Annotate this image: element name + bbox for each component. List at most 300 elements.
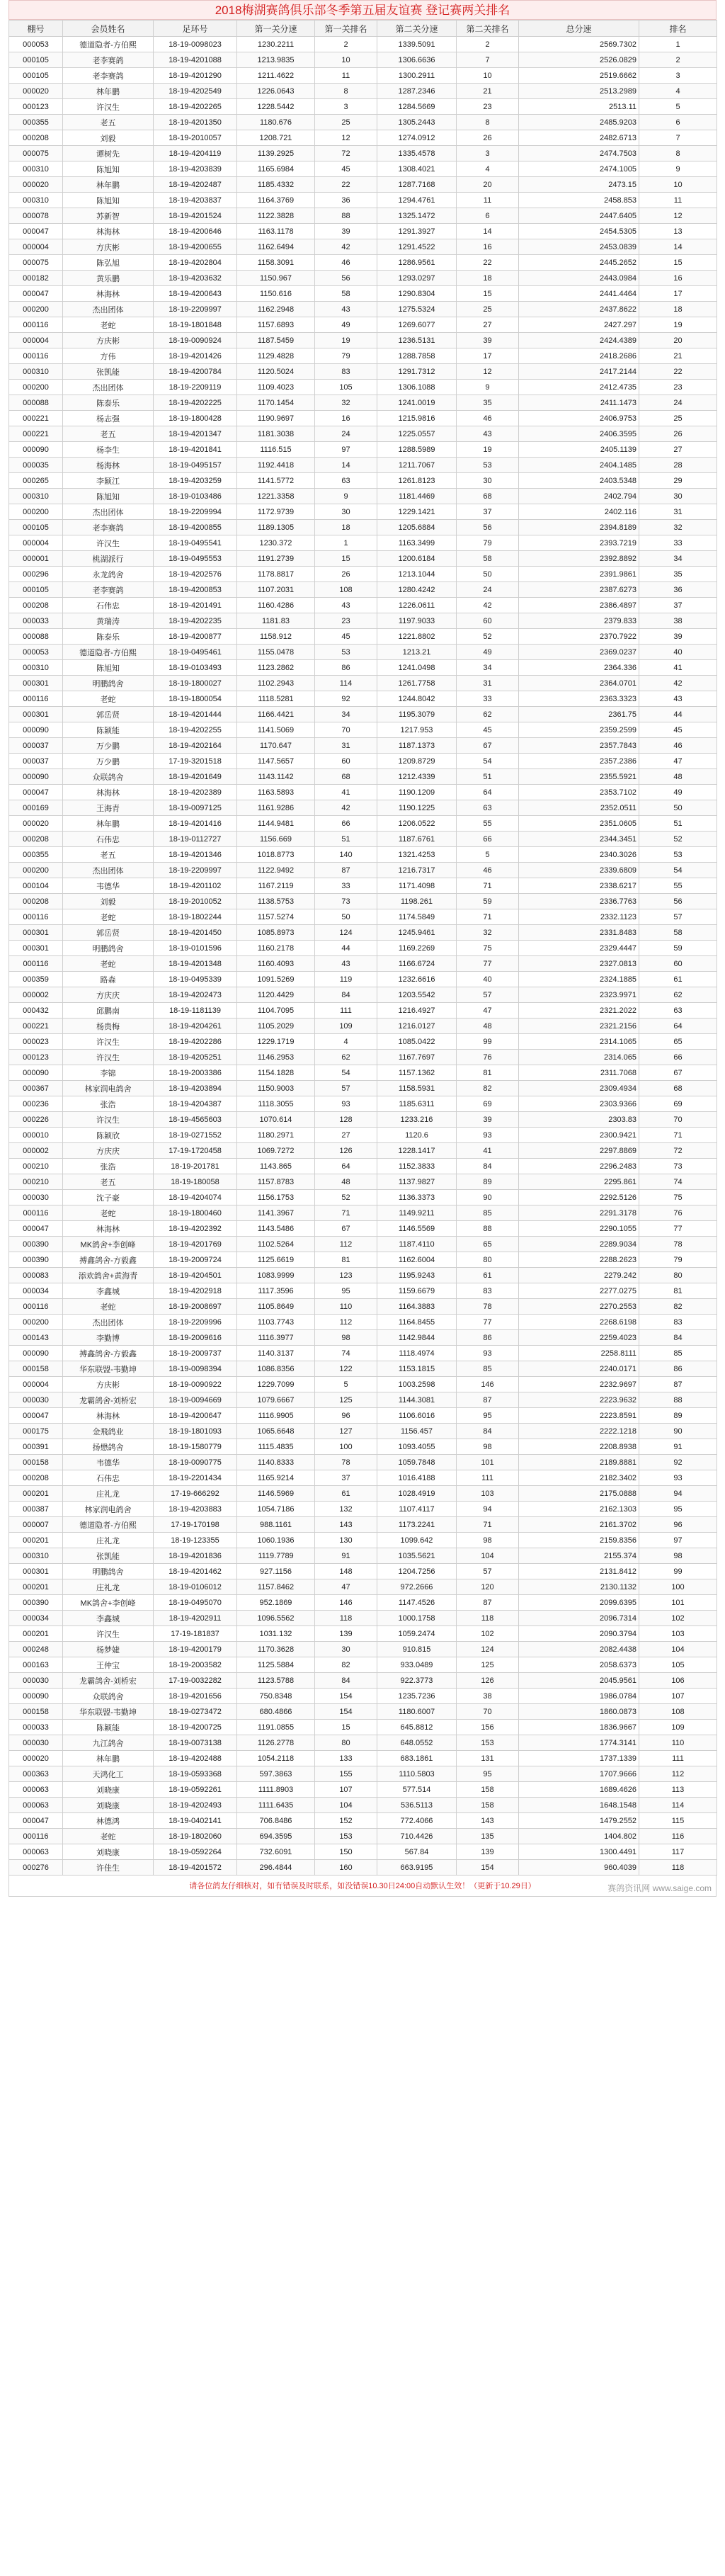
cell-stage1-rank: 67 bbox=[315, 1221, 377, 1237]
cell-total-speed: 2353.7102 bbox=[519, 785, 639, 800]
cell-total-speed: 1300.4491 bbox=[519, 1844, 639, 1860]
cell-stage2-rank: 50 bbox=[457, 567, 519, 582]
cell-total-speed: 2482.6713 bbox=[519, 130, 639, 146]
cell-loft-no: 000310 bbox=[9, 161, 63, 177]
table-row bbox=[9, 224, 717, 239]
cell-stage2-speed: 1306.1088 bbox=[377, 380, 457, 395]
cell-rank: 11 bbox=[639, 193, 717, 208]
cell-stage1-speed: 1156.669 bbox=[237, 832, 315, 847]
table-row bbox=[9, 1112, 717, 1128]
cell-stage1-rank: 132 bbox=[315, 1502, 377, 1517]
cell-stage1-speed: 1147.5657 bbox=[237, 754, 315, 769]
cell-loft-no: 000390 bbox=[9, 1237, 63, 1252]
cell-stage1-speed: 1154.1828 bbox=[237, 1065, 315, 1081]
cell-stage2-speed: 1291.7312 bbox=[377, 364, 457, 380]
table-row bbox=[9, 1642, 717, 1657]
cell-ring-no: 18-19-0090924 bbox=[154, 333, 237, 348]
cell-member-name: 谭树先 bbox=[63, 146, 154, 161]
cell-ring-no: 18-19-1801848 bbox=[154, 317, 237, 333]
footer-bar bbox=[8, 1876, 717, 1897]
cell-stage1-speed: 1031.132 bbox=[237, 1626, 315, 1642]
cell-ring-no: 18-19-2209997 bbox=[154, 863, 237, 878]
cell-ring-no: 18-19-4202804 bbox=[154, 255, 237, 271]
cell-loft-no: 000208 bbox=[9, 130, 63, 146]
cell-stage2-rank: 77 bbox=[457, 956, 519, 972]
cell-stage1-speed: 1165.9214 bbox=[237, 1470, 315, 1486]
cell-loft-no: 000355 bbox=[9, 115, 63, 130]
cell-stage1-speed: 1157.8783 bbox=[237, 1174, 315, 1190]
table-row bbox=[9, 1096, 717, 1112]
cell-stage2-rank: 93 bbox=[457, 1128, 519, 1143]
cell-rank: 69 bbox=[639, 1096, 717, 1112]
cell-total-speed: 2412.4735 bbox=[519, 380, 639, 395]
cell-total-speed: 2458.853 bbox=[519, 193, 639, 208]
cell-stage2-speed: 1245.9461 bbox=[377, 925, 457, 941]
cell-stage1-speed: 1116.3977 bbox=[237, 1330, 315, 1346]
cell-stage1-rank: 140 bbox=[315, 847, 377, 863]
cell-loft-no: 000310 bbox=[9, 489, 63, 504]
cell-total-speed: 1774.3141 bbox=[519, 1735, 639, 1751]
cell-stage1-speed: 1213.9835 bbox=[237, 52, 315, 68]
cell-stage2-rank: 83 bbox=[457, 1283, 519, 1299]
cell-loft-no: 000359 bbox=[9, 972, 63, 987]
cell-stage1-speed: 750.8348 bbox=[237, 1689, 315, 1704]
cell-member-name: 林德鸿 bbox=[63, 1813, 154, 1829]
cell-member-name: 龙霸鸽舍-刘桥宏 bbox=[63, 1392, 154, 1408]
cell-member-name: 庄礼龙 bbox=[63, 1533, 154, 1548]
cell-stage1-speed: 1122.3828 bbox=[237, 208, 315, 224]
cell-ring-no: 18-19-4201841 bbox=[154, 442, 237, 458]
cell-member-name: 德道隐者-方伯熙 bbox=[63, 1517, 154, 1533]
table-row bbox=[9, 1315, 717, 1330]
table-row bbox=[9, 1579, 717, 1595]
cell-stage2-speed: 1217.953 bbox=[377, 722, 457, 738]
cell-total-speed: 2288.2623 bbox=[519, 1252, 639, 1268]
cell-stage2-speed: 1300.2911 bbox=[377, 68, 457, 84]
cell-member-name: 众联鸽舍 bbox=[63, 769, 154, 785]
cell-loft-no: 000047 bbox=[9, 286, 63, 302]
cell-rank: 82 bbox=[639, 1299, 717, 1315]
cell-stage1-speed: 1140.8333 bbox=[237, 1455, 315, 1470]
cell-loft-no: 000047 bbox=[9, 785, 63, 800]
cell-member-name: 龙霸鸽舍-刘桥宏 bbox=[63, 1673, 154, 1689]
cell-loft-no: 000034 bbox=[9, 1283, 63, 1299]
cell-ring-no: 18-19-4202576 bbox=[154, 567, 237, 582]
cell-ring-no: 18-19-0090775 bbox=[154, 1455, 237, 1470]
cell-loft-no: 000047 bbox=[9, 224, 63, 239]
cell-stage1-rank: 43 bbox=[315, 598, 377, 613]
cell-stage2-rank: 40 bbox=[457, 972, 519, 987]
cell-member-name: 方庆彬 bbox=[63, 1377, 154, 1392]
cell-stage2-speed: 1137.9827 bbox=[377, 1174, 457, 1190]
cell-rank: 86 bbox=[639, 1361, 717, 1377]
cell-loft-no: 000390 bbox=[9, 1595, 63, 1611]
cell-rank: 38 bbox=[639, 613, 717, 629]
cell-stage1-speed: 1146.2953 bbox=[237, 1050, 315, 1065]
cell-ring-no: 18-19-2008697 bbox=[154, 1299, 237, 1315]
cell-stage2-speed: 1241.0498 bbox=[377, 660, 457, 676]
cell-stage2-rank: 65 bbox=[457, 1237, 519, 1252]
cell-stage2-rank: 67 bbox=[457, 738, 519, 754]
cell-loft-no: 000432 bbox=[9, 1003, 63, 1019]
table-row bbox=[9, 1330, 717, 1346]
cell-member-name: 李鑫城 bbox=[63, 1611, 154, 1626]
cell-loft-no: 000310 bbox=[9, 1548, 63, 1564]
cell-loft-no: 000047 bbox=[9, 1813, 63, 1829]
cell-rank: 91 bbox=[639, 1439, 717, 1455]
cell-loft-no: 000175 bbox=[9, 1424, 63, 1439]
cell-rank: 39 bbox=[639, 629, 717, 645]
cell-stage2-speed: 1093.4055 bbox=[377, 1439, 457, 1455]
cell-stage2-speed: 1142.9844 bbox=[377, 1330, 457, 1346]
cell-rank: 24 bbox=[639, 395, 717, 411]
cell-member-name: 杨李生 bbox=[63, 442, 154, 458]
table-row bbox=[9, 676, 717, 691]
cell-ring-no: 17-19-181837 bbox=[154, 1626, 237, 1642]
table-row bbox=[9, 722, 717, 738]
cell-member-name: 陈旭知 bbox=[63, 193, 154, 208]
cell-stage1-speed: 1120.4429 bbox=[237, 987, 315, 1003]
cell-ring-no: 18-19-4200877 bbox=[154, 629, 237, 645]
cell-total-speed: 2392.8892 bbox=[519, 551, 639, 567]
cell-member-name: 许佳生 bbox=[63, 1860, 154, 1876]
cell-rank: 43 bbox=[639, 691, 717, 707]
cell-total-speed: 2290.1055 bbox=[519, 1221, 639, 1237]
cell-ring-no: 18-19-4202286 bbox=[154, 1034, 237, 1050]
cell-member-name: 杨志强 bbox=[63, 411, 154, 426]
cell-rank: 74 bbox=[639, 1174, 717, 1190]
cell-stage1-speed: 1163.5893 bbox=[237, 785, 315, 800]
table-row bbox=[9, 1595, 717, 1611]
cell-stage2-rank: 156 bbox=[457, 1720, 519, 1735]
table-row bbox=[9, 1657, 717, 1673]
cell-stage1-speed: 1172.9739 bbox=[237, 504, 315, 520]
cell-total-speed: 2424.4389 bbox=[519, 333, 639, 348]
cell-stage1-rank: 8 bbox=[315, 84, 377, 99]
cell-total-speed: 960.4039 bbox=[519, 1860, 639, 1876]
cell-total-speed: 2379.833 bbox=[519, 613, 639, 629]
cell-ring-no: 18-19-4201572 bbox=[154, 1860, 237, 1876]
cell-stage1-speed: 1141.3967 bbox=[237, 1205, 315, 1221]
cell-ring-no: 18-19-0094669 bbox=[154, 1392, 237, 1408]
cell-rank: 57 bbox=[639, 909, 717, 925]
cell-loft-no: 000296 bbox=[9, 567, 63, 582]
cell-ring-no: 18-19-4202164 bbox=[154, 738, 237, 754]
cell-total-speed: 2297.8869 bbox=[519, 1143, 639, 1159]
cell-loft-no: 000088 bbox=[9, 395, 63, 411]
cell-loft-no: 000047 bbox=[9, 1408, 63, 1424]
cell-loft-no: 000210 bbox=[9, 1174, 63, 1190]
table-row bbox=[9, 37, 717, 52]
cell-stage2-rank: 56 bbox=[457, 520, 519, 535]
cell-stage1-rank: 96 bbox=[315, 1408, 377, 1424]
table-row bbox=[9, 1081, 717, 1096]
cell-loft-no: 000158 bbox=[9, 1455, 63, 1470]
cell-stage2-rank: 71 bbox=[457, 1517, 519, 1533]
cell-total-speed: 1836.9667 bbox=[519, 1720, 639, 1735]
cell-total-speed: 2096.7314 bbox=[519, 1611, 639, 1626]
cell-stage1-rank: 37 bbox=[315, 1470, 377, 1486]
page-title: 2018梅湖赛鸽俱乐部冬季第五届友谊赛 登记赛两关排名 bbox=[8, 0, 717, 20]
cell-member-name: 路森 bbox=[63, 972, 154, 987]
cell-stage2-rank: 89 bbox=[457, 1174, 519, 1190]
cell-stage1-rank: 148 bbox=[315, 1564, 377, 1579]
cell-total-speed: 1648.1548 bbox=[519, 1798, 639, 1813]
cell-total-speed: 2386.4897 bbox=[519, 598, 639, 613]
cell-stage2-speed: 1203.5542 bbox=[377, 987, 457, 1003]
cell-loft-no: 000355 bbox=[9, 847, 63, 863]
table-row bbox=[9, 598, 717, 613]
table-row bbox=[9, 769, 717, 785]
cell-stage1-rank: 14 bbox=[315, 458, 377, 473]
table-row bbox=[9, 380, 717, 395]
cell-rank: 16 bbox=[639, 271, 717, 286]
cell-rank: 22 bbox=[639, 364, 717, 380]
cell-ring-no: 18-19-0495157 bbox=[154, 458, 237, 473]
cell-stage1-rank: 92 bbox=[315, 691, 377, 707]
table-row bbox=[9, 1455, 717, 1470]
cell-stage2-rank: 120 bbox=[457, 1579, 519, 1595]
cell-stage2-speed: 1197.9033 bbox=[377, 613, 457, 629]
table-row bbox=[9, 1860, 717, 1876]
cell-stage2-rank: 80 bbox=[457, 1252, 519, 1268]
cell-member-name: 苏新智 bbox=[63, 208, 154, 224]
cell-ring-no: 18-19-0592261 bbox=[154, 1782, 237, 1798]
cell-member-name: 李鑫城 bbox=[63, 1283, 154, 1299]
cell-ring-no: 18-19-4203839 bbox=[154, 161, 237, 177]
cell-loft-no: 000200 bbox=[9, 380, 63, 395]
cell-ring-no: 18-19-4201290 bbox=[154, 68, 237, 84]
cell-rank: 96 bbox=[639, 1517, 717, 1533]
cell-member-name: 林海林 bbox=[63, 1221, 154, 1237]
cell-stage1-speed: 1116.9905 bbox=[237, 1408, 315, 1424]
cell-stage2-speed: 1120.6 bbox=[377, 1128, 457, 1143]
cell-stage1-speed: 296.4844 bbox=[237, 1860, 315, 1876]
cell-stage1-speed: 1129.4828 bbox=[237, 348, 315, 364]
cell-loft-no: 000123 bbox=[9, 1050, 63, 1065]
cell-rank: 33 bbox=[639, 535, 717, 551]
cell-ring-no: 18-19-4200646 bbox=[154, 224, 237, 239]
cell-rank: 112 bbox=[639, 1766, 717, 1782]
cell-member-name: 万少鹏 bbox=[63, 754, 154, 769]
cell-ring-no: 18-19-4202493 bbox=[154, 1798, 237, 1813]
cell-loft-no: 000104 bbox=[9, 878, 63, 894]
table-row bbox=[9, 1408, 717, 1424]
cell-stage1-rank: 118 bbox=[315, 1611, 377, 1626]
cell-stage2-speed: 1235.7236 bbox=[377, 1689, 457, 1704]
cell-member-name: 张浩 bbox=[63, 1096, 154, 1112]
cell-stage2-rank: 25 bbox=[457, 302, 519, 317]
cell-stage1-speed: 1122.9492 bbox=[237, 863, 315, 878]
cell-stage2-speed: 1174.5849 bbox=[377, 909, 457, 925]
cell-stage1-speed: 1158.912 bbox=[237, 629, 315, 645]
cell-stage1-speed: 1221.3358 bbox=[237, 489, 315, 504]
table-row bbox=[9, 239, 717, 255]
header-stage2-rank: 第二关排名 bbox=[457, 21, 519, 37]
cell-stage2-speed: 933.0489 bbox=[377, 1657, 457, 1673]
cell-stage1-rank: 43 bbox=[315, 956, 377, 972]
table-row bbox=[9, 535, 717, 551]
cell-total-speed: 2314.1065 bbox=[519, 1034, 639, 1050]
cell-member-name: 黄乐鹏 bbox=[63, 271, 154, 286]
table-row bbox=[9, 271, 717, 286]
cell-stage2-rank: 2 bbox=[457, 37, 519, 52]
cell-member-name: 杨梦婕 bbox=[63, 1642, 154, 1657]
table-row bbox=[9, 567, 717, 582]
cell-stage1-rank: 34 bbox=[315, 707, 377, 722]
cell-stage2-speed: 683.1861 bbox=[377, 1751, 457, 1766]
cell-stage1-rank: 153 bbox=[315, 1829, 377, 1844]
cell-member-name: 陈颖能 bbox=[63, 722, 154, 738]
cell-rank: 84 bbox=[639, 1330, 717, 1346]
cell-stage1-speed: 1143.865 bbox=[237, 1159, 315, 1174]
cell-ring-no: 18-19-4204261 bbox=[154, 1019, 237, 1034]
cell-member-name: 石伟忠 bbox=[63, 1470, 154, 1486]
cell-member-name: 搏鑫鸽舍-方毅鑫 bbox=[63, 1252, 154, 1268]
cell-total-speed: 2296.2483 bbox=[519, 1159, 639, 1174]
cell-member-name: 永龙鸽舍 bbox=[63, 567, 154, 582]
cell-stage1-rank: 155 bbox=[315, 1766, 377, 1782]
cell-stage2-speed: 1187.6761 bbox=[377, 832, 457, 847]
table-row bbox=[9, 193, 717, 208]
cell-loft-no: 000158 bbox=[9, 1361, 63, 1377]
cell-member-name: 林海林 bbox=[63, 1408, 154, 1424]
cell-ring-no: 18-19-4202265 bbox=[154, 99, 237, 115]
cell-member-name: 陈旭知 bbox=[63, 489, 154, 504]
cell-ring-no: 18-19-4201524 bbox=[154, 208, 237, 224]
cell-rank: 114 bbox=[639, 1798, 717, 1813]
cell-member-name: 老蛇 bbox=[63, 1299, 154, 1315]
cell-loft-no: 000063 bbox=[9, 1844, 63, 1860]
cell-loft-no: 000034 bbox=[9, 1611, 63, 1626]
cell-stage1-rank: 80 bbox=[315, 1735, 377, 1751]
cell-total-speed: 2090.3794 bbox=[519, 1626, 639, 1642]
cell-stage2-rank: 126 bbox=[457, 1673, 519, 1689]
cell-ring-no: 18-19-4201088 bbox=[154, 52, 237, 68]
cell-total-speed: 2277.0275 bbox=[519, 1283, 639, 1299]
cell-loft-no: 000200 bbox=[9, 504, 63, 520]
cell-total-speed: 2223.8591 bbox=[519, 1408, 639, 1424]
cell-stage2-rank: 19 bbox=[457, 442, 519, 458]
cell-member-name: MK鸽舍+李创峰 bbox=[63, 1237, 154, 1252]
cell-rank: 54 bbox=[639, 863, 717, 878]
cell-stage2-rank: 18 bbox=[457, 271, 519, 286]
cell-ring-no: 18-19-4202487 bbox=[154, 177, 237, 193]
cell-total-speed: 2336.7763 bbox=[519, 894, 639, 909]
cell-total-speed: 2344.3451 bbox=[519, 832, 639, 847]
cell-stage1-rank: 66 bbox=[315, 816, 377, 832]
cell-stage1-speed: 1170.647 bbox=[237, 738, 315, 754]
table-row bbox=[9, 863, 717, 878]
cell-stage2-rank: 69 bbox=[457, 1096, 519, 1112]
cell-member-name: 老蛇 bbox=[63, 1205, 154, 1221]
cell-stage2-speed: 536.5113 bbox=[377, 1798, 457, 1813]
cell-member-name: 老李赛鸽 bbox=[63, 582, 154, 598]
cell-ring-no: 18-19-0097125 bbox=[154, 800, 237, 816]
cell-stage2-rank: 84 bbox=[457, 1424, 519, 1439]
cell-stage2-speed: 1166.6724 bbox=[377, 956, 457, 972]
cell-ring-no: 18-19-2003386 bbox=[154, 1065, 237, 1081]
cell-stage1-speed: 1160.4093 bbox=[237, 956, 315, 972]
cell-ring-no: 18-19-4200179 bbox=[154, 1642, 237, 1657]
cell-ring-no: 18-19-4201444 bbox=[154, 707, 237, 722]
table-row bbox=[9, 987, 717, 1003]
cell-rank: 78 bbox=[639, 1237, 717, 1252]
cell-stage1-rank: 108 bbox=[315, 582, 377, 598]
cell-stage2-speed: 1280.4242 bbox=[377, 582, 457, 598]
cell-total-speed: 1860.0873 bbox=[519, 1704, 639, 1720]
cell-ring-no: 18-19-4203837 bbox=[154, 193, 237, 208]
cell-member-name: 石伟忠 bbox=[63, 832, 154, 847]
cell-rank: 103 bbox=[639, 1626, 717, 1642]
cell-stage2-speed: 1241.0019 bbox=[377, 395, 457, 411]
cell-member-name: 杰出团体 bbox=[63, 863, 154, 878]
cell-stage1-rank: 42 bbox=[315, 239, 377, 255]
cell-stage1-rank: 123 bbox=[315, 1268, 377, 1283]
cell-stage2-speed: 1171.4098 bbox=[377, 878, 457, 894]
cell-stage2-rank: 61 bbox=[457, 1268, 519, 1283]
table-row bbox=[9, 411, 717, 426]
cell-loft-no: 000083 bbox=[9, 1268, 63, 1283]
cell-rank: 55 bbox=[639, 878, 717, 894]
table-row bbox=[9, 785, 717, 800]
cell-stage1-rank: 9 bbox=[315, 489, 377, 504]
cell-ring-no: 18-19-4201450 bbox=[154, 925, 237, 941]
cell-stage2-speed: 1308.4021 bbox=[377, 161, 457, 177]
table-row bbox=[9, 832, 717, 847]
cell-ring-no: 18-19-180058 bbox=[154, 1174, 237, 1190]
cell-ring-no: 18-19-4565603 bbox=[154, 1112, 237, 1128]
results-table bbox=[8, 20, 717, 1876]
cell-rank: 41 bbox=[639, 660, 717, 676]
cell-rank: 101 bbox=[639, 1595, 717, 1611]
cell-ring-no: 18-19-0271552 bbox=[154, 1128, 237, 1143]
cell-stage1-speed: 1123.2862 bbox=[237, 660, 315, 676]
cell-stage2-rank: 94 bbox=[457, 1502, 519, 1517]
cell-loft-no: 000301 bbox=[9, 707, 63, 722]
table-row bbox=[9, 364, 717, 380]
cell-stage2-speed: 1146.5569 bbox=[377, 1221, 457, 1237]
table-row bbox=[9, 146, 717, 161]
table-row bbox=[9, 613, 717, 629]
cell-loft-no: 000201 bbox=[9, 1486, 63, 1502]
cell-ring-no: 17-19-170198 bbox=[154, 1517, 237, 1533]
cell-rank: 90 bbox=[639, 1424, 717, 1439]
cell-rank: 6 bbox=[639, 115, 717, 130]
cell-rank: 7 bbox=[639, 130, 717, 146]
cell-member-name: 老五 bbox=[63, 847, 154, 863]
cell-stage1-rank: 24 bbox=[315, 426, 377, 442]
cell-member-name: 老李赛鸽 bbox=[63, 68, 154, 84]
cell-rank: 10 bbox=[639, 177, 717, 193]
table-row bbox=[9, 1533, 717, 1548]
cell-stage2-speed: 1274.0912 bbox=[377, 130, 457, 146]
table-row bbox=[9, 1689, 717, 1704]
cell-rank: 1 bbox=[639, 37, 717, 52]
cell-stage1-speed: 1156.1753 bbox=[237, 1190, 315, 1205]
cell-stage1-speed: 1157.8462 bbox=[237, 1579, 315, 1595]
cell-stage1-speed: 1105.8649 bbox=[237, 1299, 315, 1315]
cell-total-speed: 2454.5305 bbox=[519, 224, 639, 239]
cell-rank: 58 bbox=[639, 925, 717, 941]
cell-stage1-rank: 44 bbox=[315, 941, 377, 956]
cell-stage2-rank: 84 bbox=[457, 1159, 519, 1174]
cell-total-speed: 2291.3178 bbox=[519, 1205, 639, 1221]
cell-total-speed: 2417.2144 bbox=[519, 364, 639, 380]
cell-stage2-rank: 104 bbox=[457, 1548, 519, 1564]
cell-ring-no: 18-19-1580779 bbox=[154, 1439, 237, 1455]
cell-rank: 79 bbox=[639, 1252, 717, 1268]
